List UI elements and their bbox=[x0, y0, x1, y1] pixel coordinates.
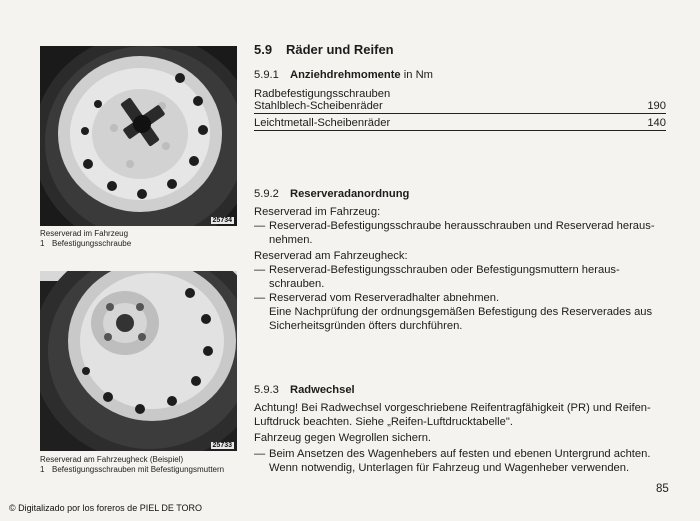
subsection-heading-spare bbox=[254, 188, 409, 200]
torque-row-value: 190 bbox=[647, 100, 666, 112]
spare-body bbox=[254, 205, 668, 333]
spare-in-vehicle-label: Reserverad im Fahrzeug: bbox=[254, 206, 381, 218]
legend-number: 1 bbox=[40, 465, 45, 474]
change-warning: Achtung! Bei Radwechsel vorgeschriebene Reifentragfähigkeit (PR) und Reifen-Luftdruck beachten. Siehe „Reifen-Luftdrucktabelle". bbox=[254, 402, 651, 428]
photo-spare-wheel-at-rear bbox=[40, 271, 237, 451]
list-item bbox=[254, 263, 668, 291]
photo-spare-wheel-in-vehicle bbox=[40, 46, 237, 226]
caption-legend bbox=[40, 465, 250, 475]
subsection-number: 5.9.3 bbox=[254, 384, 279, 396]
subsection-number: 5.9.2 bbox=[254, 188, 279, 200]
legend-text: Befestigungsschraube bbox=[52, 239, 132, 248]
spare-note: Eine Nachprüfung der ordnungsgemäßen Befestigung des Reserverades aus Sicherheitsgründen öfters durchführen. bbox=[269, 306, 653, 332]
list-item bbox=[254, 291, 668, 305]
torque-row bbox=[254, 116, 666, 131]
page-number: 85 bbox=[656, 483, 669, 495]
photo-number: 25733 bbox=[212, 442, 232, 449]
section-heading bbox=[254, 42, 394, 57]
dash: — bbox=[254, 264, 266, 276]
subsection-number: 5.9.1 bbox=[254, 69, 279, 81]
torque-row-label: Stahlblech-Scheibenräder bbox=[254, 100, 383, 112]
section-number: 5.9 bbox=[254, 42, 273, 57]
legend-number: 1 bbox=[40, 239, 45, 248]
subsection-heading-torque bbox=[254, 69, 433, 81]
spare-under-rear-label: Reserverad am Fahrzeugheck: bbox=[254, 250, 408, 262]
section-title: Räder und Reifen bbox=[286, 42, 394, 57]
change-secure: Fahrzeug gegen Wegrollen sichern. bbox=[254, 432, 432, 444]
list-item-text: Reserverad-Befestigungsschraube herausschrauben und Reserverad heraus-nehmen. bbox=[269, 220, 655, 246]
caption-legend bbox=[40, 239, 250, 249]
torque-subhead: Radbefestigungsschrauben bbox=[254, 88, 391, 100]
list-item-text: Beim Ansetzen des Wagenhebers auf festen und ebenen Untergrund achten. Wenn notwendig, Unterlagen für Fahrzeug und Wagenheber verwenden. bbox=[269, 448, 651, 474]
torque-unit: in Nm bbox=[403, 69, 433, 81]
torque-row-value: 140 bbox=[647, 117, 666, 129]
dash: — bbox=[254, 448, 266, 460]
subsection-title: Reserveradanordnung bbox=[290, 188, 410, 200]
list-item-text: Reserverad-Befestigungsschrauben oder Befestigungsmuttern heraus-schrauben. bbox=[269, 264, 620, 290]
legend-text: Befestigungsschrauben mit Befestigungsmuttern bbox=[52, 465, 225, 474]
change-body bbox=[254, 401, 668, 475]
figure-caption bbox=[40, 455, 250, 475]
subsection-title: Anziehdrehmomente bbox=[290, 69, 401, 81]
subsection-heading-change bbox=[254, 384, 355, 396]
figure-caption bbox=[40, 229, 250, 249]
caption-title: Reserverad am Fahrzeugheck (Beispiel) bbox=[40, 455, 184, 464]
list-item bbox=[254, 219, 668, 247]
caption-title: Reserverad im Fahrzeug bbox=[40, 229, 129, 238]
subsection-title: Radwechsel bbox=[290, 384, 355, 396]
dash: — bbox=[254, 220, 266, 232]
photo-number: 25734 bbox=[212, 217, 232, 224]
torque-row-label: Leichtmetall-Scheibenräder bbox=[254, 117, 391, 129]
list-item bbox=[254, 447, 668, 475]
torque-row bbox=[254, 99, 666, 114]
footer-credit: © Digitalizado por los foreros de PIEL DE TORO bbox=[9, 503, 203, 513]
dash: — bbox=[254, 292, 266, 304]
list-item-text: Reserverad vom Reserveradhalter abnehmen. bbox=[269, 292, 500, 304]
